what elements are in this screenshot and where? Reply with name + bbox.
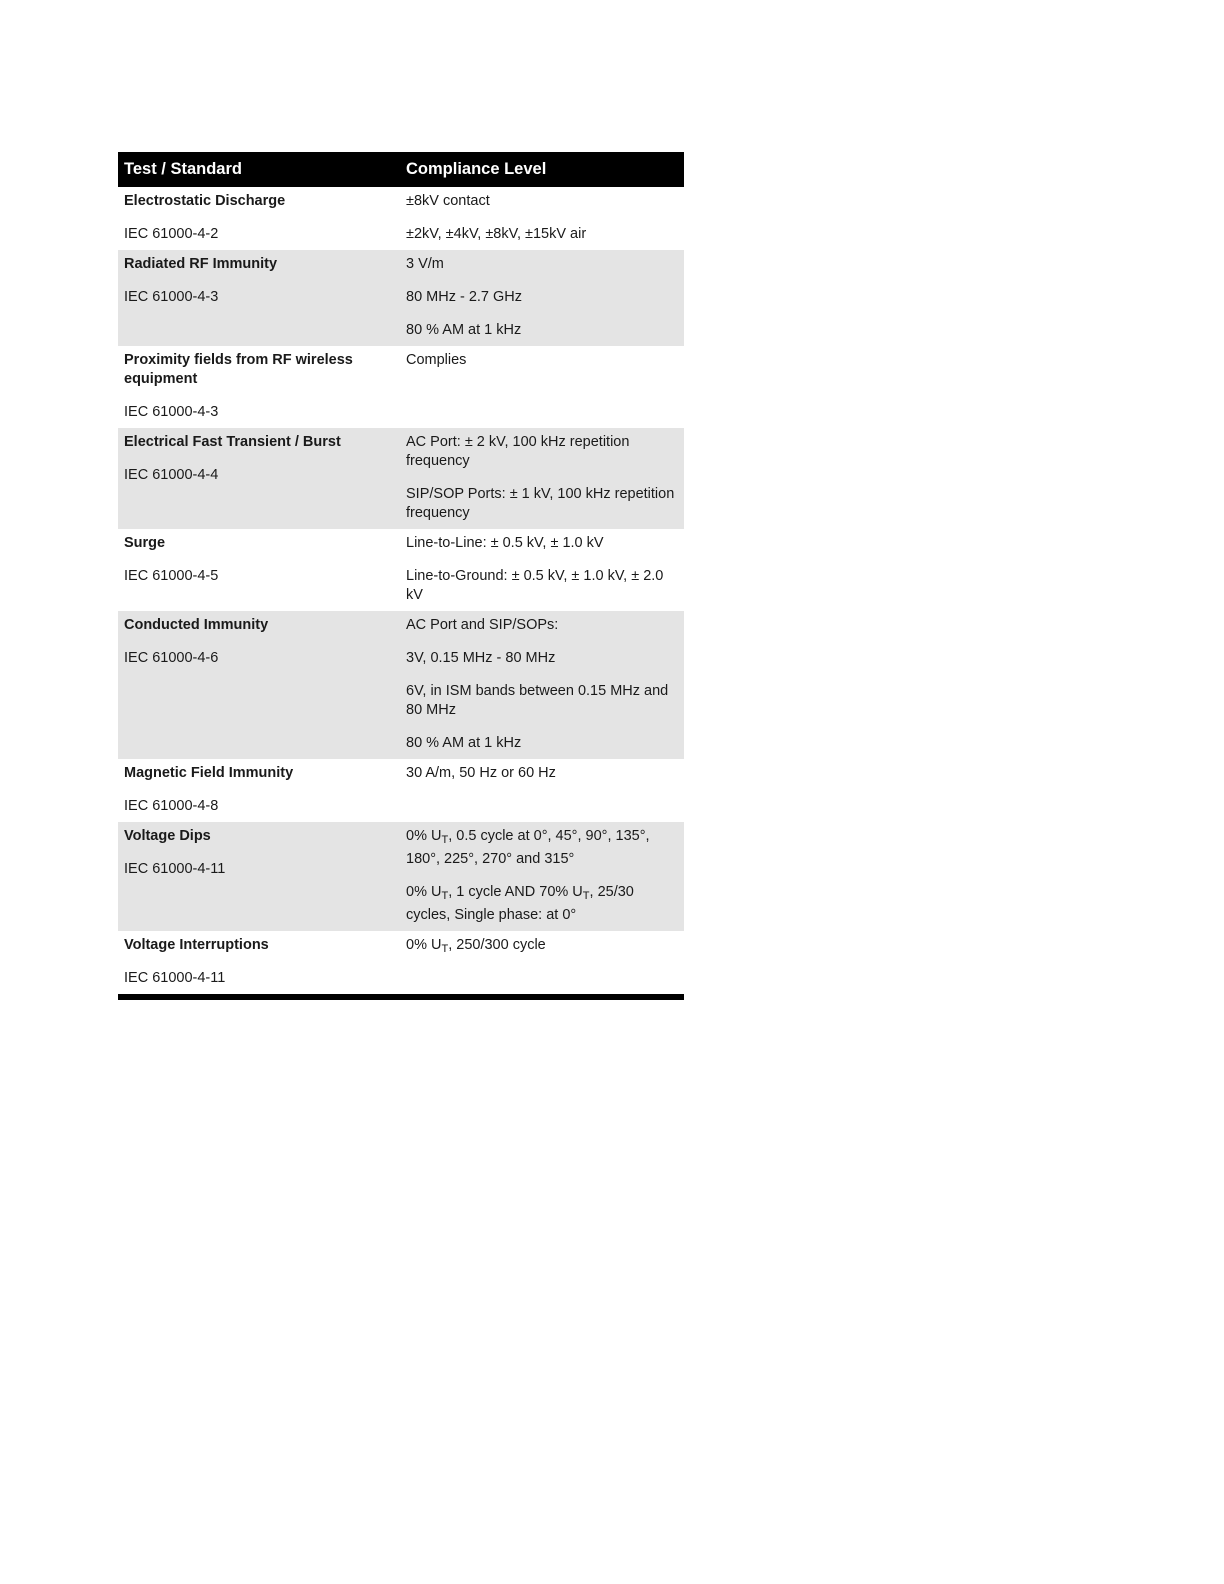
header-test-standard: Test / Standard [124,160,242,178]
test-name: Surge [124,535,166,551]
table-row [118,931,684,994]
compliance-level-cell [400,936,684,988]
level-text-part: , 0.5 cycle at 0°, 45°, 90°, 135°, 180°, 225°, 270° and 315° [406,828,650,867]
compliance-level-line [406,936,676,959]
compliance-level-cell [400,616,684,753]
test-standard-cell [118,764,400,816]
standard-reference: IEC 61000-4-3 [124,404,219,420]
compliance-level-line [406,827,676,869]
test-standard-cell [118,936,400,988]
test-name: Conducted Immunity [124,617,269,633]
compliance-level-line: 3 V/m [406,256,444,272]
test-name: Magnetic Field Immunity [124,765,294,781]
test-name: Voltage Dips [124,828,211,844]
test-standard-cell [118,616,400,753]
test-standard-cell [118,827,400,925]
subscript-t: T [582,890,590,902]
compliance-level-line: SIP/SOP Ports: ± 1 kV, 100 kHz repetition frequency [406,486,675,521]
test-name: Electrostatic Discharge [124,193,286,209]
test-name: Electrical Fast Transient / Burst [124,434,341,450]
standard-reference: IEC 61000-4-4 [124,467,219,483]
level-text-part: 0% U [406,828,442,844]
table-row [118,187,684,250]
compliance-level-cell [400,764,684,816]
test-name: Radiated RF Immunity [124,256,278,272]
level-text-part: , 250/300 cycle [448,937,546,953]
compliance-level-cell [400,192,684,244]
table-row [118,759,684,822]
compliance-level-line: 80 % AM at 1 kHz [406,735,522,751]
compliance-level-line: ±8kV contact [406,193,490,209]
compliance-level-line: 80 MHz - 2.7 GHz [406,289,523,305]
test-standard-cell [118,255,400,340]
compliance-level-line: 30 A/m, 50 Hz or 60 Hz [406,765,556,781]
subscript-t: T [441,834,449,846]
compliance-level-line: AC Port: ± 2 kV, 100 kHz repetition frequency [406,434,630,469]
test-name: Voltage Interruptions [124,937,269,953]
standard-reference: IEC 61000-4-5 [124,568,219,584]
level-text-part: 0% U [406,884,442,900]
table-row [118,250,684,346]
standard-reference: IEC 61000-4-6 [124,650,219,666]
level-text-part: , 1 cycle AND 70% U [448,884,583,900]
standard-reference: IEC 61000-4-11 [124,970,226,986]
table-row [118,529,684,611]
test-name: Proximity fields from RF wireless equipment [124,352,353,387]
compliance-level-cell [400,433,684,523]
compliance-level-line: 6V, in ISM bands between 0.15 MHz and 80 MHz [406,683,669,718]
standard-reference: IEC 61000-4-2 [124,226,219,242]
emc-compliance-table [118,152,684,1000]
test-standard-cell [118,192,400,244]
table-row [118,428,684,529]
compliance-level-line: AC Port and SIP/SOPs: [406,617,559,633]
standard-reference: IEC 61000-4-11 [124,861,226,877]
subscript-t: T [441,890,449,902]
level-text-part: , 25/30 cycles, Single phase: at 0° [406,884,634,923]
compliance-level-line: 80 % AM at 1 kHz [406,322,522,338]
standard-reference: IEC 61000-4-8 [124,798,219,814]
test-standard-cell [118,433,400,523]
table-header-row [118,152,684,187]
subscript-t: T [441,943,449,955]
standard-reference: IEC 61000-4-3 [124,289,219,305]
table-row [118,822,684,931]
level-text-part: 0% U [406,937,442,953]
compliance-level-cell [400,255,684,340]
compliance-level-line: 3V, 0.15 MHz - 80 MHz [406,650,556,666]
compliance-level-cell [400,351,684,422]
table-row [118,611,684,759]
compliance-level-line: Line-to-Ground: ± 0.5 kV, ± 1.0 kV, ± 2.0 kV [406,568,664,603]
compliance-level-line: Complies [406,352,467,368]
compliance-level-line [406,883,676,925]
test-standard-cell [118,351,400,422]
table-body [118,187,684,994]
test-standard-cell [118,534,400,605]
compliance-level-cell [400,534,684,605]
compliance-level-line: ±2kV, ±4kV, ±8kV, ±15kV air [406,226,587,242]
compliance-level-cell [400,827,684,925]
table-row [118,346,684,428]
header-compliance-level: Compliance Level [406,160,547,178]
compliance-level-line: Line-to-Line: ± 0.5 kV, ± 1.0 kV [406,535,604,551]
